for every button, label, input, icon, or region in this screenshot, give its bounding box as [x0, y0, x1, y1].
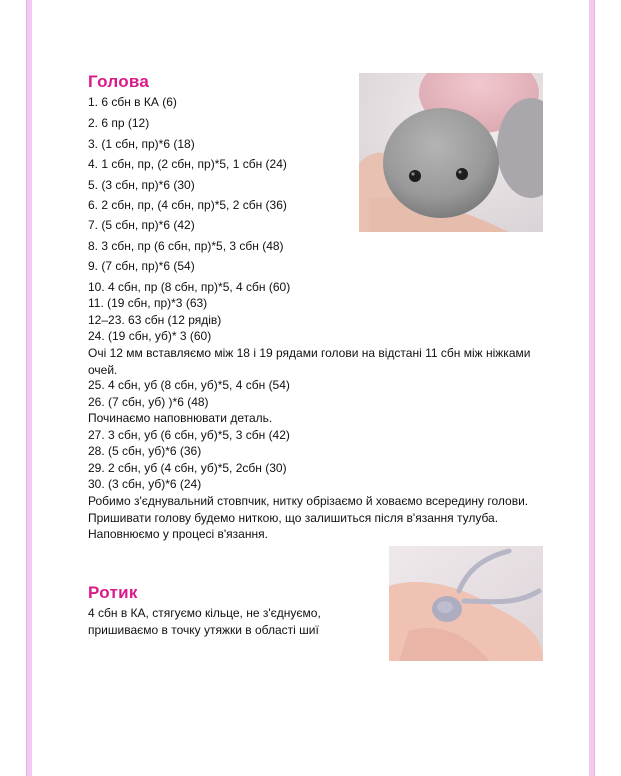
step-line: 4. 1 сбн, пр, (2 сбн, пр)*5, 1 сбн (24) [88, 157, 287, 171]
step-line: 25. 4 сбн, уб (8 сбн, уб)*5, 4 сбн (54) [88, 378, 290, 392]
step-line: 11. (19 сбн, пр)*3 (63) [88, 296, 208, 310]
page-border-left [26, 0, 32, 776]
crochet-mouth-photo [389, 546, 543, 661]
step-line: 24. (19 сбн, уб)* 3 (60) [88, 329, 212, 343]
step-line: 30. (3 сбн, уб)*6 (24) [88, 477, 202, 491]
step-line: 12–23. 63 сбн (12 рядів) [88, 313, 222, 327]
step-line: 10. 4 сбн, пр (8 сбн, пр)*5, 4 сбн (60) [88, 280, 291, 294]
step-line: 27. 3 сбн, уб (6 сбн, уб)*5, 3 сбн (42) [88, 428, 290, 442]
step-line: 5. (3 сбн, пр)*6 (30) [88, 178, 195, 192]
step-line: 3. (1 сбн, пр)*6 (18) [88, 137, 195, 151]
step-line: 7. (5 сбн, пр)*6 (42) [88, 218, 195, 232]
step-line: 29. 2 сбн, уб (4 сбн, уб)*5, 2сбн (30) [88, 461, 287, 475]
finish-note: Робимо з'єднувальний стовпчик, нитку обрізаємо й ховаємо всередину голови. Пришивати голову будемо ниткою, що залишиться після в'язання тулуба. Наповнюємо у процесі в'язання. [88, 494, 529, 542]
step-line: 9. (7 сбн, пр)*6 (54) [88, 259, 195, 273]
step-line: 2. 6 пр (12) [88, 116, 150, 130]
page-border-right [589, 0, 595, 776]
step-line: 28. (5 сбн, уб)*6 (36) [88, 444, 202, 458]
mouth-line: пришиваємо в точку утяжки в області шиї [88, 623, 319, 637]
mouth-section-title: Ротик [88, 583, 138, 602]
step-line: 8. 3 сбн, пр (6 сбн, пр)*5, 3 сбн (48) [88, 239, 284, 253]
mouth-line: 4 сбн в КА, стягуємо кільце, не з'єднуємо, [88, 606, 321, 620]
step-line: 1. 6 сбн в КА (6) [88, 95, 177, 109]
step-line: 26. (7 сбн, уб) )*6 (48) [88, 395, 209, 409]
crochet-head-photo [359, 73, 543, 232]
eyes-note: Очі 12 мм вставляємо між 18 і 19 рядами голови на відстані 11 сбн між ніжками очей. [88, 346, 531, 377]
step-line: 6. 2 сбн, пр, (4 сбн, пр)*5, 2 сбн (36) [88, 198, 287, 212]
head-section-title: Голова [88, 72, 150, 91]
step-line: Починаємо наповнювати деталь. [88, 411, 273, 425]
